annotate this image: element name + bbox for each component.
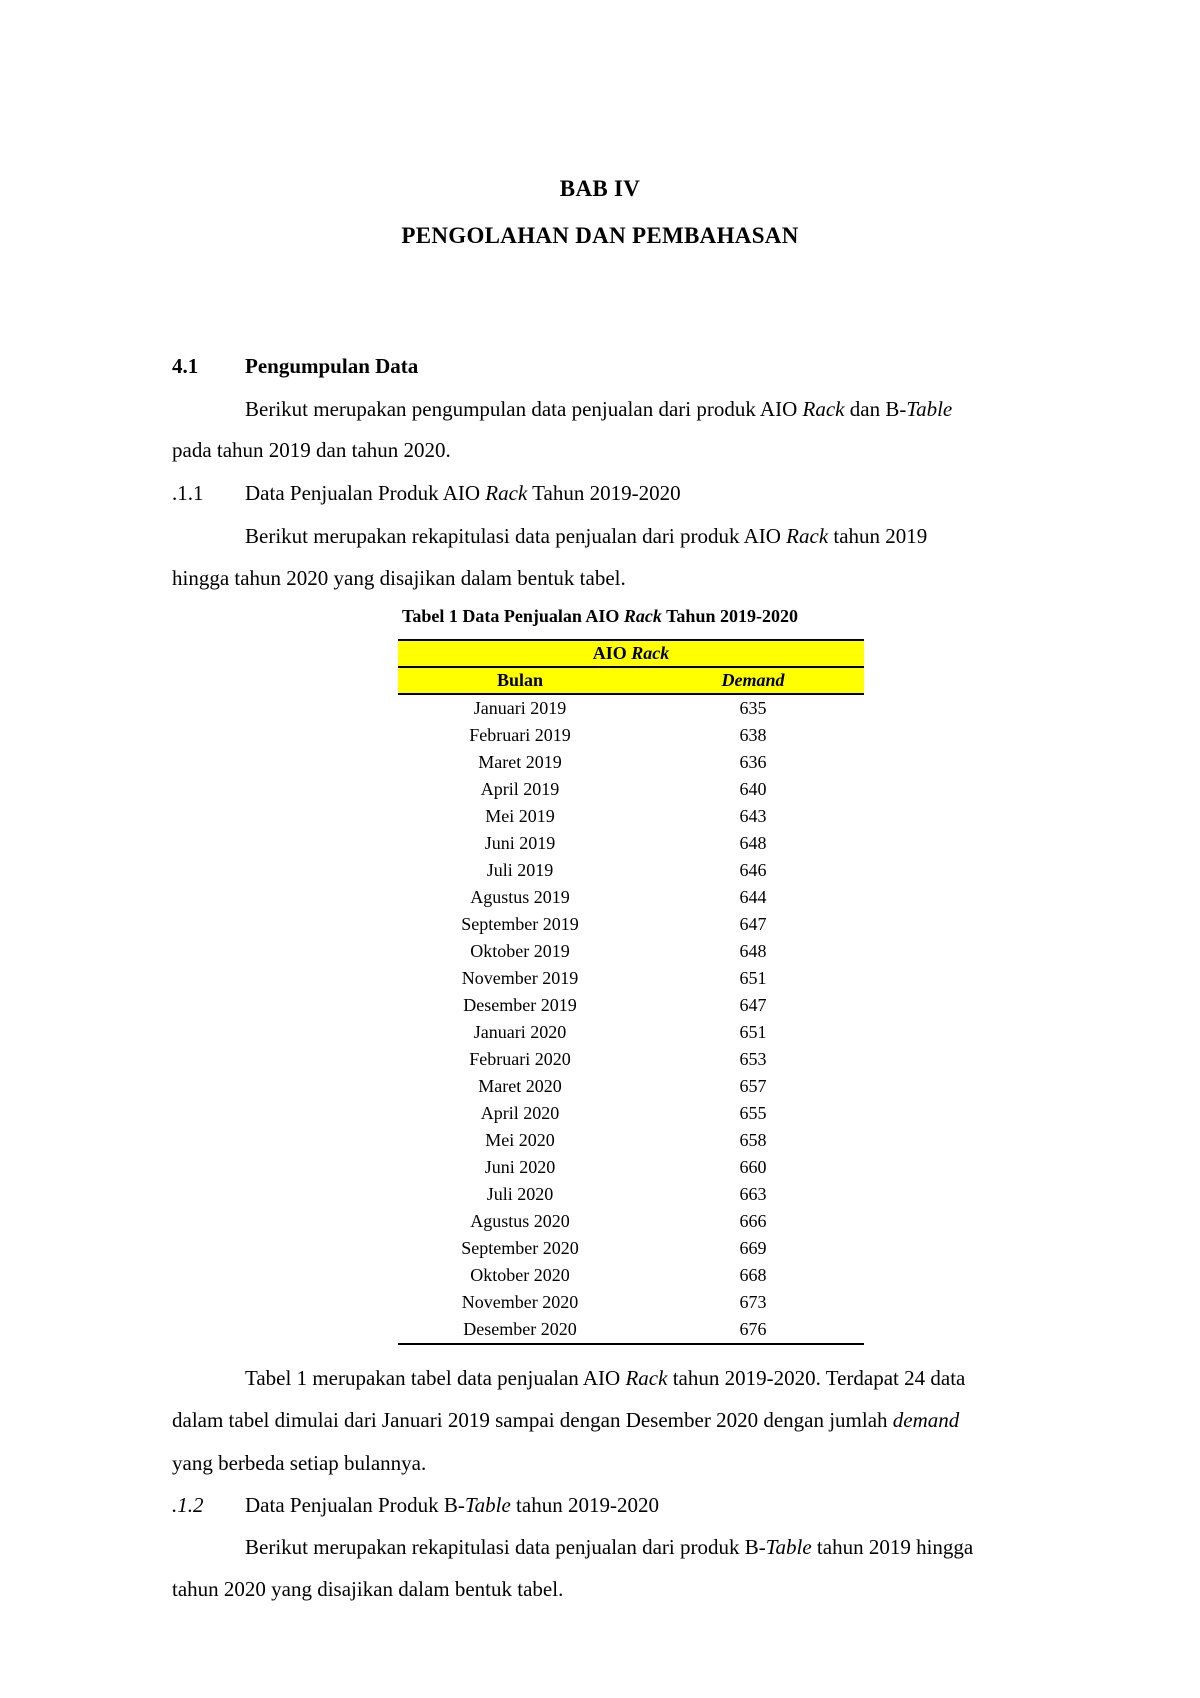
chapter-number: BAB IV (559, 176, 641, 201)
cell-demand: 651 (739, 1022, 767, 1042)
cell-bulan: Desember 2020 (463, 1319, 577, 1339)
text-run-italic: Rack (623, 606, 662, 626)
cell-demand: 647 (739, 995, 767, 1015)
cell-bulan: Februari 2019 (469, 725, 571, 745)
cell-demand: 657 (739, 1076, 767, 1096)
table-group-header (398, 640, 864, 667)
cell-bulan: Juni 2019 (484, 833, 556, 853)
text-run-italic: Rack (802, 397, 845, 421)
text-run: Tahun 2019-2020 (527, 481, 681, 505)
text-run-italic: Table (765, 1535, 812, 1559)
cell-demand: 647 (739, 914, 767, 934)
cell-bulan: Juli 2019 (486, 860, 554, 880)
cell-demand: 646 (739, 860, 767, 880)
cell-bulan: Desember 2019 (463, 995, 577, 1015)
after-table-line2 (172, 1408, 959, 1433)
column-header-demand (642, 667, 864, 694)
cell-demand: 644 (739, 887, 767, 907)
table-column-header (398, 667, 864, 694)
table-row (398, 938, 864, 965)
text-run: dalam tabel dimulai dari Januari 2019 sampai dengan Desember 2020 dengan jumlah (172, 1408, 893, 1432)
subsection-2-para-line2: tahun 2020 yang disajikan dalam bentuk tabel. (172, 1577, 564, 1601)
section-intro-line2: pada tahun 2019 dan tahun 2020. (172, 438, 451, 462)
table-row (398, 803, 864, 830)
cell-demand: 660 (739, 1157, 767, 1177)
table-row (398, 694, 864, 722)
cell-bulan: Mei 2019 (485, 806, 555, 826)
sales-table (398, 639, 864, 1345)
cell-demand: 666 (739, 1211, 767, 1231)
table-row (398, 749, 864, 776)
text-run-italic: Rack (631, 643, 670, 663)
cell-bulan: Oktober 2020 (470, 1265, 570, 1285)
cell-bulan: Januari 2020 (473, 1022, 567, 1042)
subsection-1-para-line2: hingga tahun 2020 yang disajikan dalam bentuk tabel. (172, 566, 626, 590)
cell-bulan: Juli 2020 (486, 1184, 554, 1204)
chapter-title: PENGOLAHAN DAN PEMBAHASAN (401, 223, 799, 248)
table-row (398, 1100, 864, 1127)
after-table-line3: yang berbeda setiap bulannya. (172, 1451, 427, 1475)
text-run-italic: Rack (485, 481, 528, 505)
cell-demand: 651 (739, 968, 767, 988)
cell-bulan: Agustus 2019 (470, 887, 570, 907)
table-row (398, 857, 864, 884)
table-row (398, 776, 864, 803)
cell-bulan: Februari 2020 (469, 1049, 571, 1069)
text-run-italic: Rack (786, 524, 829, 548)
text-run: dan B- (844, 397, 907, 421)
text-run-italic: Rack (625, 1366, 668, 1390)
cell-demand: 669 (739, 1238, 767, 1258)
cell-bulan: Januari 2019 (473, 698, 567, 718)
table-row (398, 1073, 864, 1100)
text-run: Berikut merupakan rekapitulasi data penjualan dari produk AIO (245, 524, 787, 548)
text-run: tahun 2019 hingga (811, 1535, 974, 1559)
cell-demand: 636 (739, 752, 767, 772)
subsection-2-number (172, 1493, 204, 1518)
cell-bulan: September 2020 (461, 1238, 579, 1258)
section-intro-line1 (245, 397, 952, 422)
table-row (398, 1154, 864, 1181)
text-run-italic: demand (892, 1408, 960, 1432)
subsection-1-number: .1.1 (172, 481, 204, 505)
text-run: Data Penjualan Produk AIO (245, 481, 486, 505)
cell-demand: 648 (739, 833, 767, 853)
cell-bulan: Agustus 2020 (470, 1211, 570, 1231)
table-row (398, 1127, 864, 1154)
table-row (398, 1262, 864, 1289)
text-run: Berikut merupakan pengumpulan data penjualan dari produk AIO (245, 397, 803, 421)
cell-demand: 658 (739, 1130, 767, 1150)
cell-demand: 638 (739, 725, 767, 745)
cell-demand: 635 (739, 698, 767, 718)
text-run: Berikut merupakan rekapitulasi data penjualan dari produk B- (245, 1535, 766, 1559)
table-caption (0, 606, 1200, 627)
cell-demand: 643 (739, 806, 767, 826)
text-run: tahun 2019 (828, 524, 928, 548)
text-run: tahun 2019-2020 (510, 1493, 659, 1517)
table-row (398, 884, 864, 911)
table-row (398, 992, 864, 1019)
table-row (398, 1019, 864, 1046)
subsection-2-title (245, 1493, 659, 1518)
table-row (398, 911, 864, 938)
cell-demand: 668 (739, 1265, 767, 1285)
table-group-header-cell (398, 640, 864, 667)
subsection-2-para-line1 (245, 1535, 973, 1560)
table-row (398, 722, 864, 749)
cell-bulan: Maret 2019 (478, 752, 562, 772)
section-number: 4.1 (172, 354, 199, 378)
text-run-italic: Demand (721, 670, 785, 690)
cell-bulan: September 2019 (461, 914, 579, 934)
cell-demand: 663 (739, 1184, 767, 1204)
table-row (398, 1181, 864, 1208)
text-run: Tabel 1 merupakan tabel data penjualan AIO (245, 1366, 626, 1390)
table-row (398, 1289, 864, 1316)
cell-bulan: April 2020 (480, 1103, 560, 1123)
table-row (398, 830, 864, 857)
cell-demand: 676 (739, 1319, 767, 1339)
cell-demand: 673 (739, 1292, 767, 1312)
cell-bulan: Maret 2020 (478, 1076, 562, 1096)
table-row (398, 1235, 864, 1262)
subsection-1-title (245, 481, 681, 506)
cell-bulan: Mei 2020 (485, 1130, 555, 1150)
text-run-italic: .1.2 (172, 1493, 204, 1517)
cell-bulan: November 2020 (461, 1292, 579, 1312)
cell-bulan: Oktober 2019 (470, 941, 570, 961)
table-row (398, 965, 864, 992)
cell-demand: 648 (739, 941, 767, 961)
cell-demand: 655 (739, 1103, 767, 1123)
cell-bulan: April 2019 (480, 779, 560, 799)
table-row (398, 1046, 864, 1073)
text-run: tahun 2019-2020. Terdapat 24 data (667, 1366, 966, 1390)
cell-bulan: Juni 2020 (484, 1157, 556, 1177)
text-run-italic: Table (906, 397, 953, 421)
text-run: Tabel 1 Data Penjualan AIO (402, 606, 624, 626)
table-row (398, 1316, 864, 1344)
text-run-italic: Table (464, 1493, 511, 1517)
text-run: Data Penjualan Produk B- (245, 1493, 465, 1517)
subsection-1-para-line1 (245, 524, 927, 549)
cell-bulan: November 2019 (461, 968, 579, 988)
table-row (398, 1208, 864, 1235)
cell-demand: 640 (739, 779, 767, 799)
text-run: Tahun 2019-2020 (661, 606, 798, 626)
column-header-bulan: Bulan (398, 667, 642, 694)
section-title: Pengumpulan Data (245, 354, 419, 378)
cell-demand: 653 (739, 1049, 767, 1069)
after-table-line1 (245, 1366, 965, 1391)
text-run: AIO (592, 643, 632, 663)
